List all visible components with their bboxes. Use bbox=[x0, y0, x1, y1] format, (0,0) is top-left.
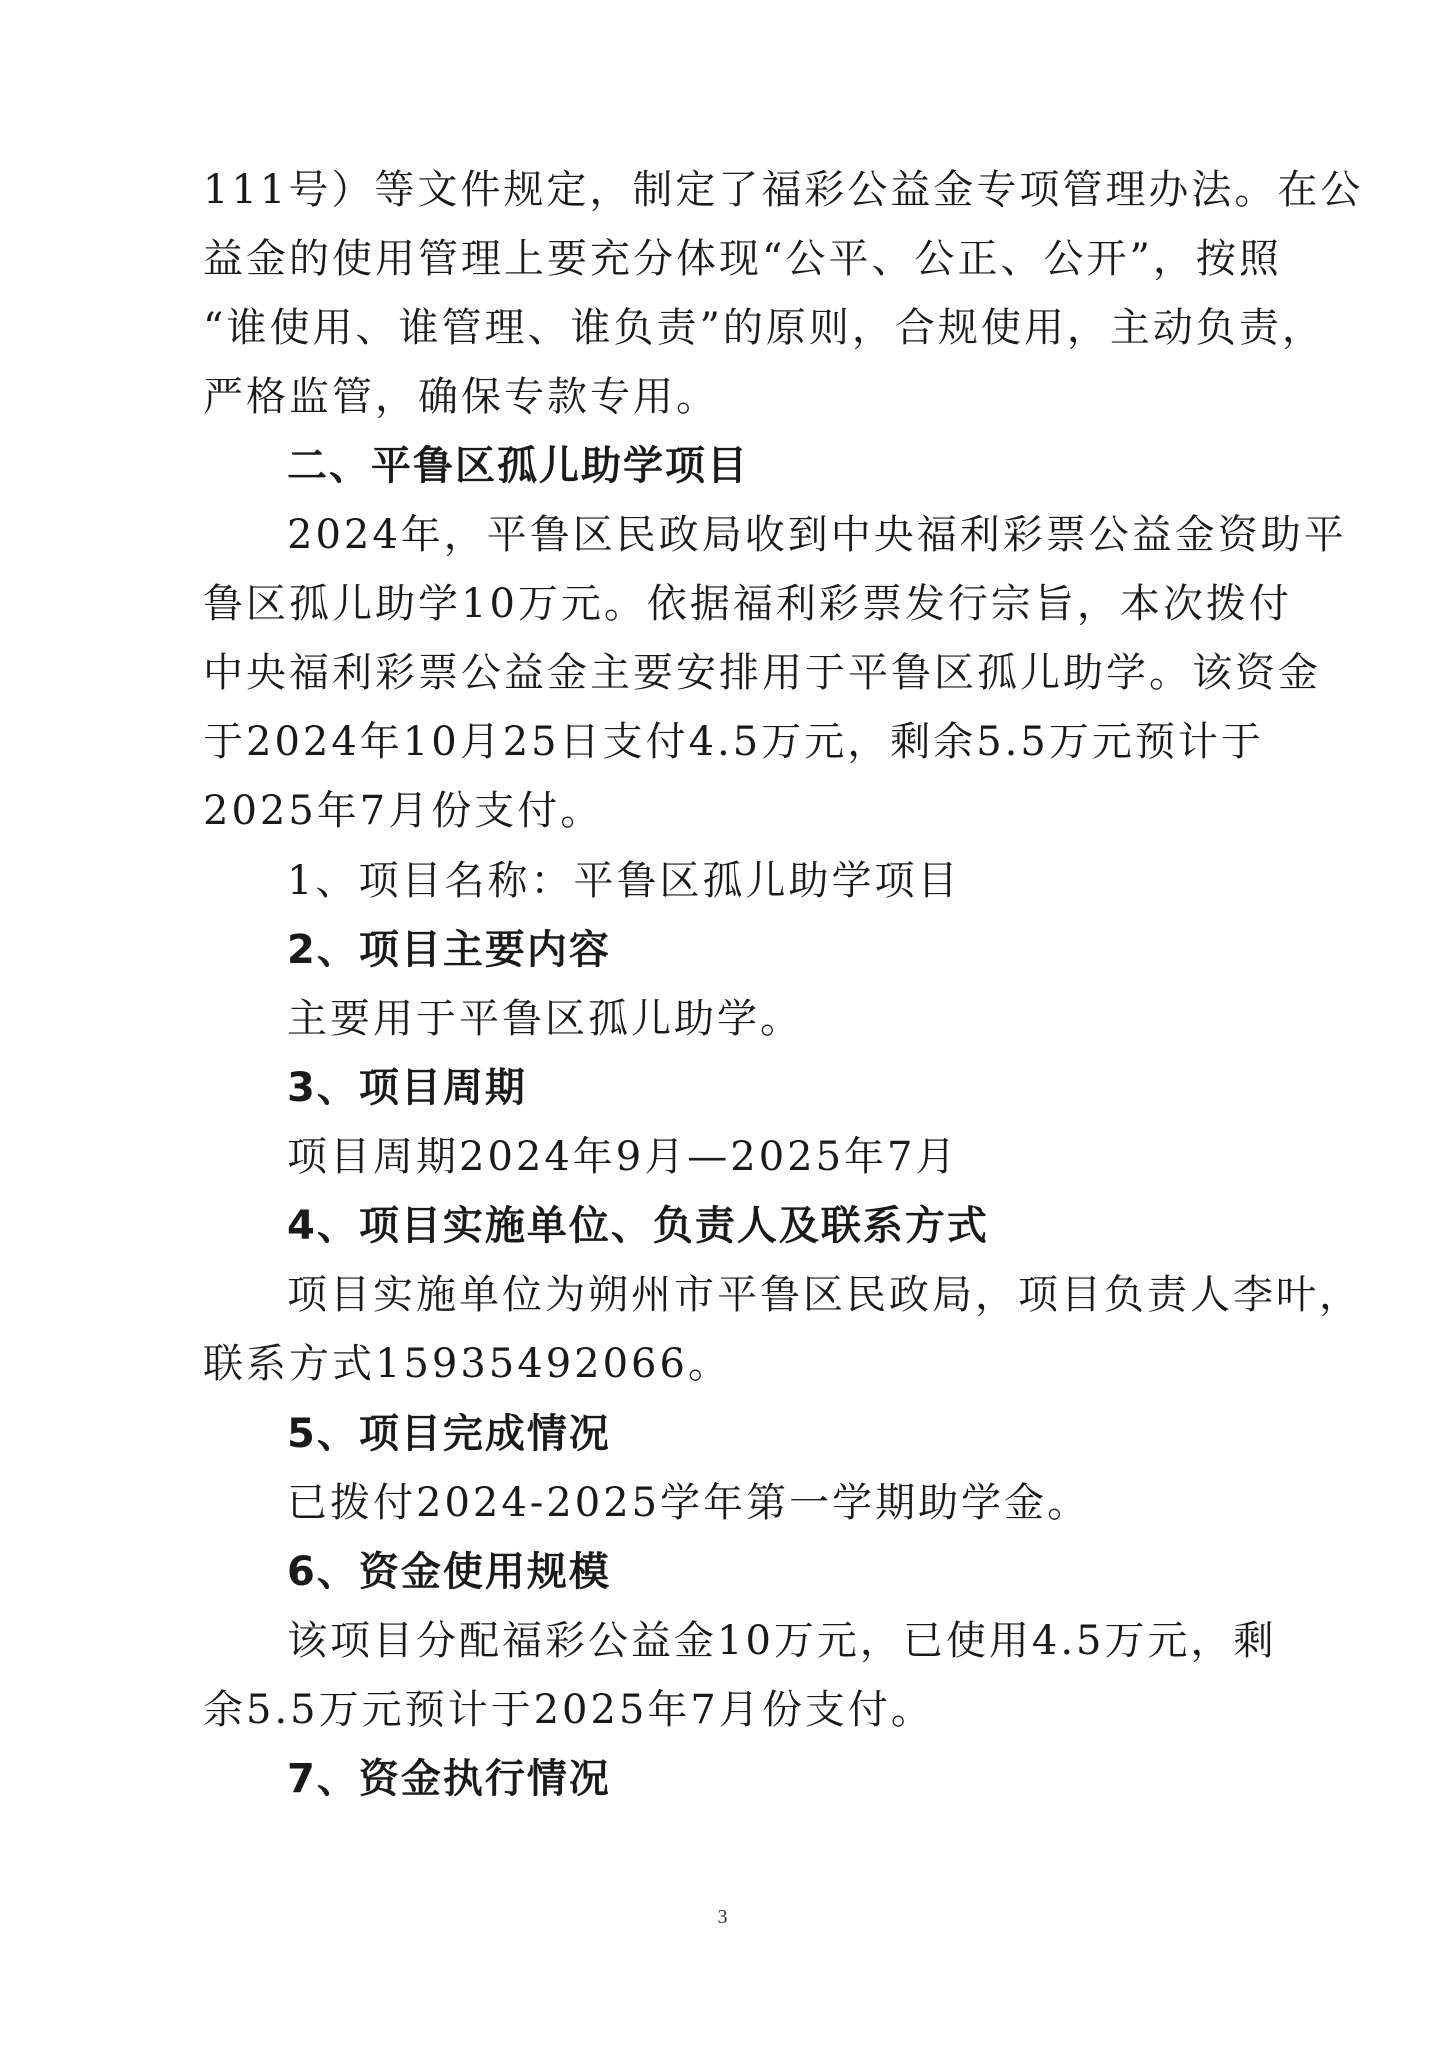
body-text-line: 主要用于平鲁区孤儿助学。 bbox=[287, 996, 803, 1042]
item-heading: 7、资金执行情况 bbox=[287, 1756, 611, 1802]
body-text-line: 2025年7月份支付。 bbox=[203, 788, 604, 834]
body-text-line: 中央福利彩票公益金主要安排用于平鲁区孤儿助学。该资金 bbox=[203, 650, 1321, 696]
body-text-line: “谁使用、谁管理、谁负责”的原则，合规使用，主动负责， bbox=[203, 305, 1325, 351]
body-text-line: 于2024年10月25日支付4.5万元，剩余5.5万元预计于 bbox=[203, 719, 1264, 765]
body-text-line: 2024年，平鲁区民政局收到中央福利彩票公益金资助平 bbox=[287, 512, 1347, 558]
item-heading: 1、项目名称：平鲁区孤儿助学项目 bbox=[287, 858, 961, 904]
item-heading: 3、项目周期 bbox=[287, 1065, 527, 1111]
item-heading: 5、项目完成情况 bbox=[287, 1411, 611, 1457]
body-text-line: 益金的使用管理上要充分体现“公平、公正、公开”，按照 bbox=[203, 236, 1282, 282]
section-heading: 二、平鲁区孤儿助学项目 bbox=[287, 443, 749, 489]
item-heading: 2、项目主要内容 bbox=[287, 927, 611, 973]
item-heading: 4、项目实施单位、负责人及联系方式 bbox=[287, 1203, 989, 1249]
body-text-line: 项目实施单位为朔州市平鲁区民政局，项目负责人李叶， bbox=[287, 1272, 1362, 1318]
body-text-line: 111号）等文件规定，制定了福彩公益金专项管理办法。在公 bbox=[203, 167, 1364, 213]
item-heading: 6、资金使用规模 bbox=[287, 1549, 611, 1595]
body-text-line: 余5.5万元预计于2025年7月份支付。 bbox=[203, 1687, 934, 1733]
body-text-line: 联系方式15935492066。 bbox=[203, 1341, 731, 1387]
body-text-line: 严格监管，确保专款专用。 bbox=[203, 374, 719, 420]
body-text-line: 已拨付2024-2025学年第一学期助学金。 bbox=[287, 1480, 1091, 1526]
page-number: 3 bbox=[717, 1906, 728, 1928]
body-text-line: 鲁区孤儿助学10万元。依据福利彩票发行宗旨，本次拨付 bbox=[203, 581, 1292, 627]
body-text-line: 项目周期2024年9月—2025年7月 bbox=[287, 1134, 959, 1180]
body-text-line: 该项目分配福彩公益金10万元，已使用4.5万元，剩 bbox=[287, 1618, 1277, 1664]
